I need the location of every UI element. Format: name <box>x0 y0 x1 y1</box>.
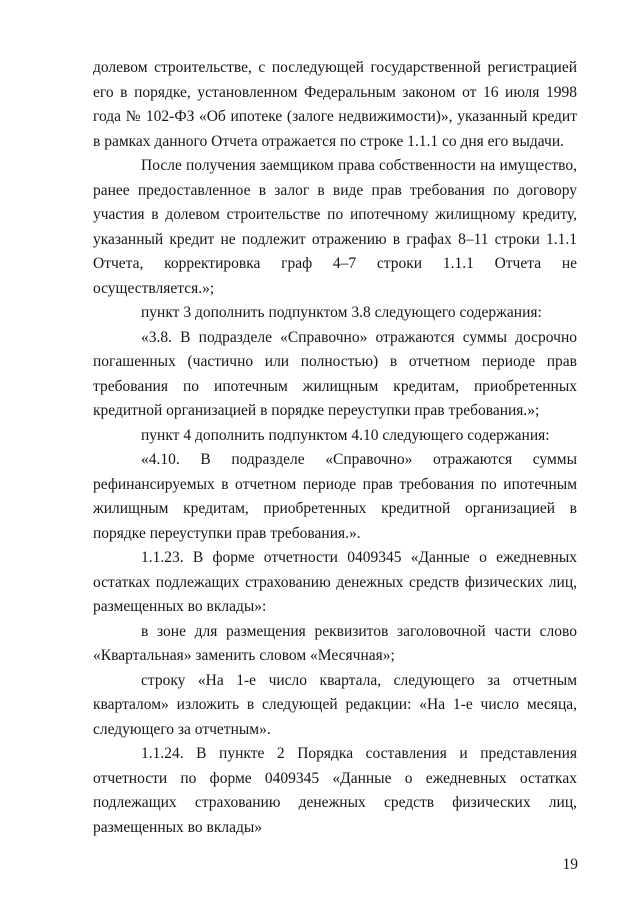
paragraph-row-wording: строку «На 1-е число квартала, следующего за отчетным кварталом» изложить в следующей редакции: «На 1-е число месяца, следующего за отчетным». <box>93 671 577 738</box>
document-body <box>93 56 577 840</box>
paragraph-continuation: долевом строительстве, с последующей государственной регистрацией его в порядке, установленном Федеральным законом от 16 июля 1998 года № 102-ФЗ «Об ипотеке (залоге недвижимости)», указанный кредит в рамках данного Отчета отражается по строке 1.1.1 со дня его выдачи. <box>93 59 577 150</box>
paragraph-item4-intro: пункт 4 дополнить подпунктом 4.10 следующего содержания: <box>141 426 550 444</box>
paragraph-1-1-24: 1.1.24. В пункте 2 Порядка составления и представления отчетности по форме 0409345 «Данные о ежедневных остатках подлежащих страхованию денежных средств физических лиц, размещенных во вклады» <box>93 745 577 836</box>
paragraph-header-zone: в зоне для размещения реквизитов заголовочной части слово «Квартальная» заменить словом «Месячная»; <box>93 622 577 664</box>
paragraph-item3-intro: пункт 3 дополнить подпунктом 3.8 следующего содержания: <box>141 304 542 321</box>
paragraph-item4-10: «4.10. В подразделе «Справочно» отражаются суммы рефинансируемых в отчетном периоде прав требования по ипотечным жилищным кредитам, приобретенных кредитной организацией в порядке переуступки прав требования.». <box>93 451 577 542</box>
page-number: 19 <box>562 856 578 873</box>
paragraph-collateral-ownership: После получения заемщиком права собственности на имущество, ранее предоставленное в залог в виде прав требования по договору участия в долевом строительстве по ипотечному жилищному кредиту, указанный кредит не подлежит отражению в графах 8–11 строки 1.1.1 Отчета, корректировка граф 4–7 строки 1.1.1 Отчета не осуществляется.»; <box>93 157 577 297</box>
paragraph-1-1-23: 1.1.23. В форме отчетности 0409345 «Данные о ежедневных остатках подлежащих страхованию денежных средств физических лиц, размещенных во вклады»: <box>93 549 577 615</box>
paragraph-item3-8: «3.8. В подразделе «Справочно» отражаются суммы досрочно погашенных (частично или полностью) в отчетном периоде прав требования по ипотечным жилищным кредитам, приобретенных кредитной организацией в порядке переуступки прав требования.»; <box>93 328 577 419</box>
